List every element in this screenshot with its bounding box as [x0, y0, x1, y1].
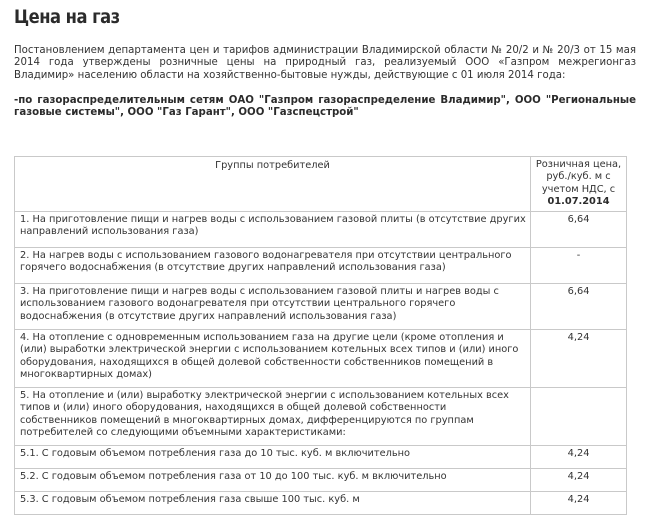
table-row	[15, 446, 627, 469]
intro-paragraph: Постановлением департамента цен и тарифов администрации Владимирской области № 20/2 и № 20/3 от 15 мая 2014 года утверждены розничные цены на природный газ, реализуемый ООО «Газпром межрегионгаз Владимир» населению области на хозяйственно-бытовые нужды, действующие с 01 июля 2014 года:	[14, 45, 636, 81]
page-title: Цена на газ	[14, 6, 120, 28]
table-header-row	[15, 157, 627, 212]
table-row	[15, 248, 627, 284]
table-row	[15, 388, 627, 446]
table-row	[15, 330, 627, 388]
table-cell-price: 4,24	[531, 330, 627, 388]
table-cell-price: 6,64	[531, 212, 627, 248]
table-cell-price	[531, 388, 627, 446]
header-retail-price	[531, 157, 627, 212]
header-consumer-groups	[15, 157, 531, 212]
price-table	[14, 156, 627, 515]
table-cell-category: 4. На отопление с одновременным использованием газа на другие цели (кроме отопления и (или) выработки электрической энергии с использованием котельных всех типов и (или) иного оборудования, находящихся в общей долевой собственности собственников помещений в многоквартирных домах)	[15, 330, 531, 388]
table-cell-category: 3. На приготовление пищи и нагрев воды с использованием газовой плиты и нагрев воды с использованием газового водонагревателя при отсутствии центрального горячего водоснабжения (в отсутствие других направлений использования газа)	[15, 284, 531, 330]
table-row	[15, 284, 627, 330]
table-cell-price: 4,24	[531, 469, 627, 492]
table-row	[15, 212, 627, 248]
suppliers-paragraph: -по газораспределительным сетям ОАО "Газпром газораспределение Владимир", ООО "Региональные газовые системы", ООО "Газ Гарант", ООО "Газспецстрой"	[14, 95, 636, 119]
table-cell-price: -	[531, 248, 627, 284]
table-cell-category: 1. На приготовление пищи и нагрев воды с использованием газовой плиты (в отсутствие других направлений использования газа)	[15, 212, 531, 248]
table-row	[15, 492, 627, 515]
table-cell-price: 4,24	[531, 446, 627, 469]
table-cell-price: 6,64	[531, 284, 627, 330]
table-cell-category: 5.1. С годовым объемом потребления газа до 10 тыс. куб. м включительно	[15, 446, 531, 469]
header-price-date: 01.07.2014	[547, 195, 610, 207]
table-cell-category: 5. На отопление и (или) выработку электрической энергии с использованием котельных всех типов и (или) иного оборудования, находящихся в общей долевой собственности собственников помещений в многоквартирных домах, дифференцируются по группам потребителей со следующими объемными характеристиками:	[15, 388, 531, 446]
table-cell-category: 2. На нагрев воды с использованием газового водонагревателя при отсутствии центрального горячего водоснабжения (в отсутствие других направлений использования газа)	[15, 248, 531, 284]
table-row	[15, 469, 627, 492]
header-retail-price-label: Розничная цена, руб./куб. м с учетом НДС, с	[535, 159, 622, 195]
table-cell-category: 5.2. С годовым объемом потребления газа от 10 до 100 тыс. куб. м включительно	[15, 469, 531, 492]
table-cell-category: 5.3. С годовым объемом потребления газа свыше 100 тыс. куб. м	[15, 492, 531, 515]
header-consumer-groups-label: Группы потребителей	[215, 160, 330, 171]
table-cell-price: 4,24	[531, 492, 627, 515]
